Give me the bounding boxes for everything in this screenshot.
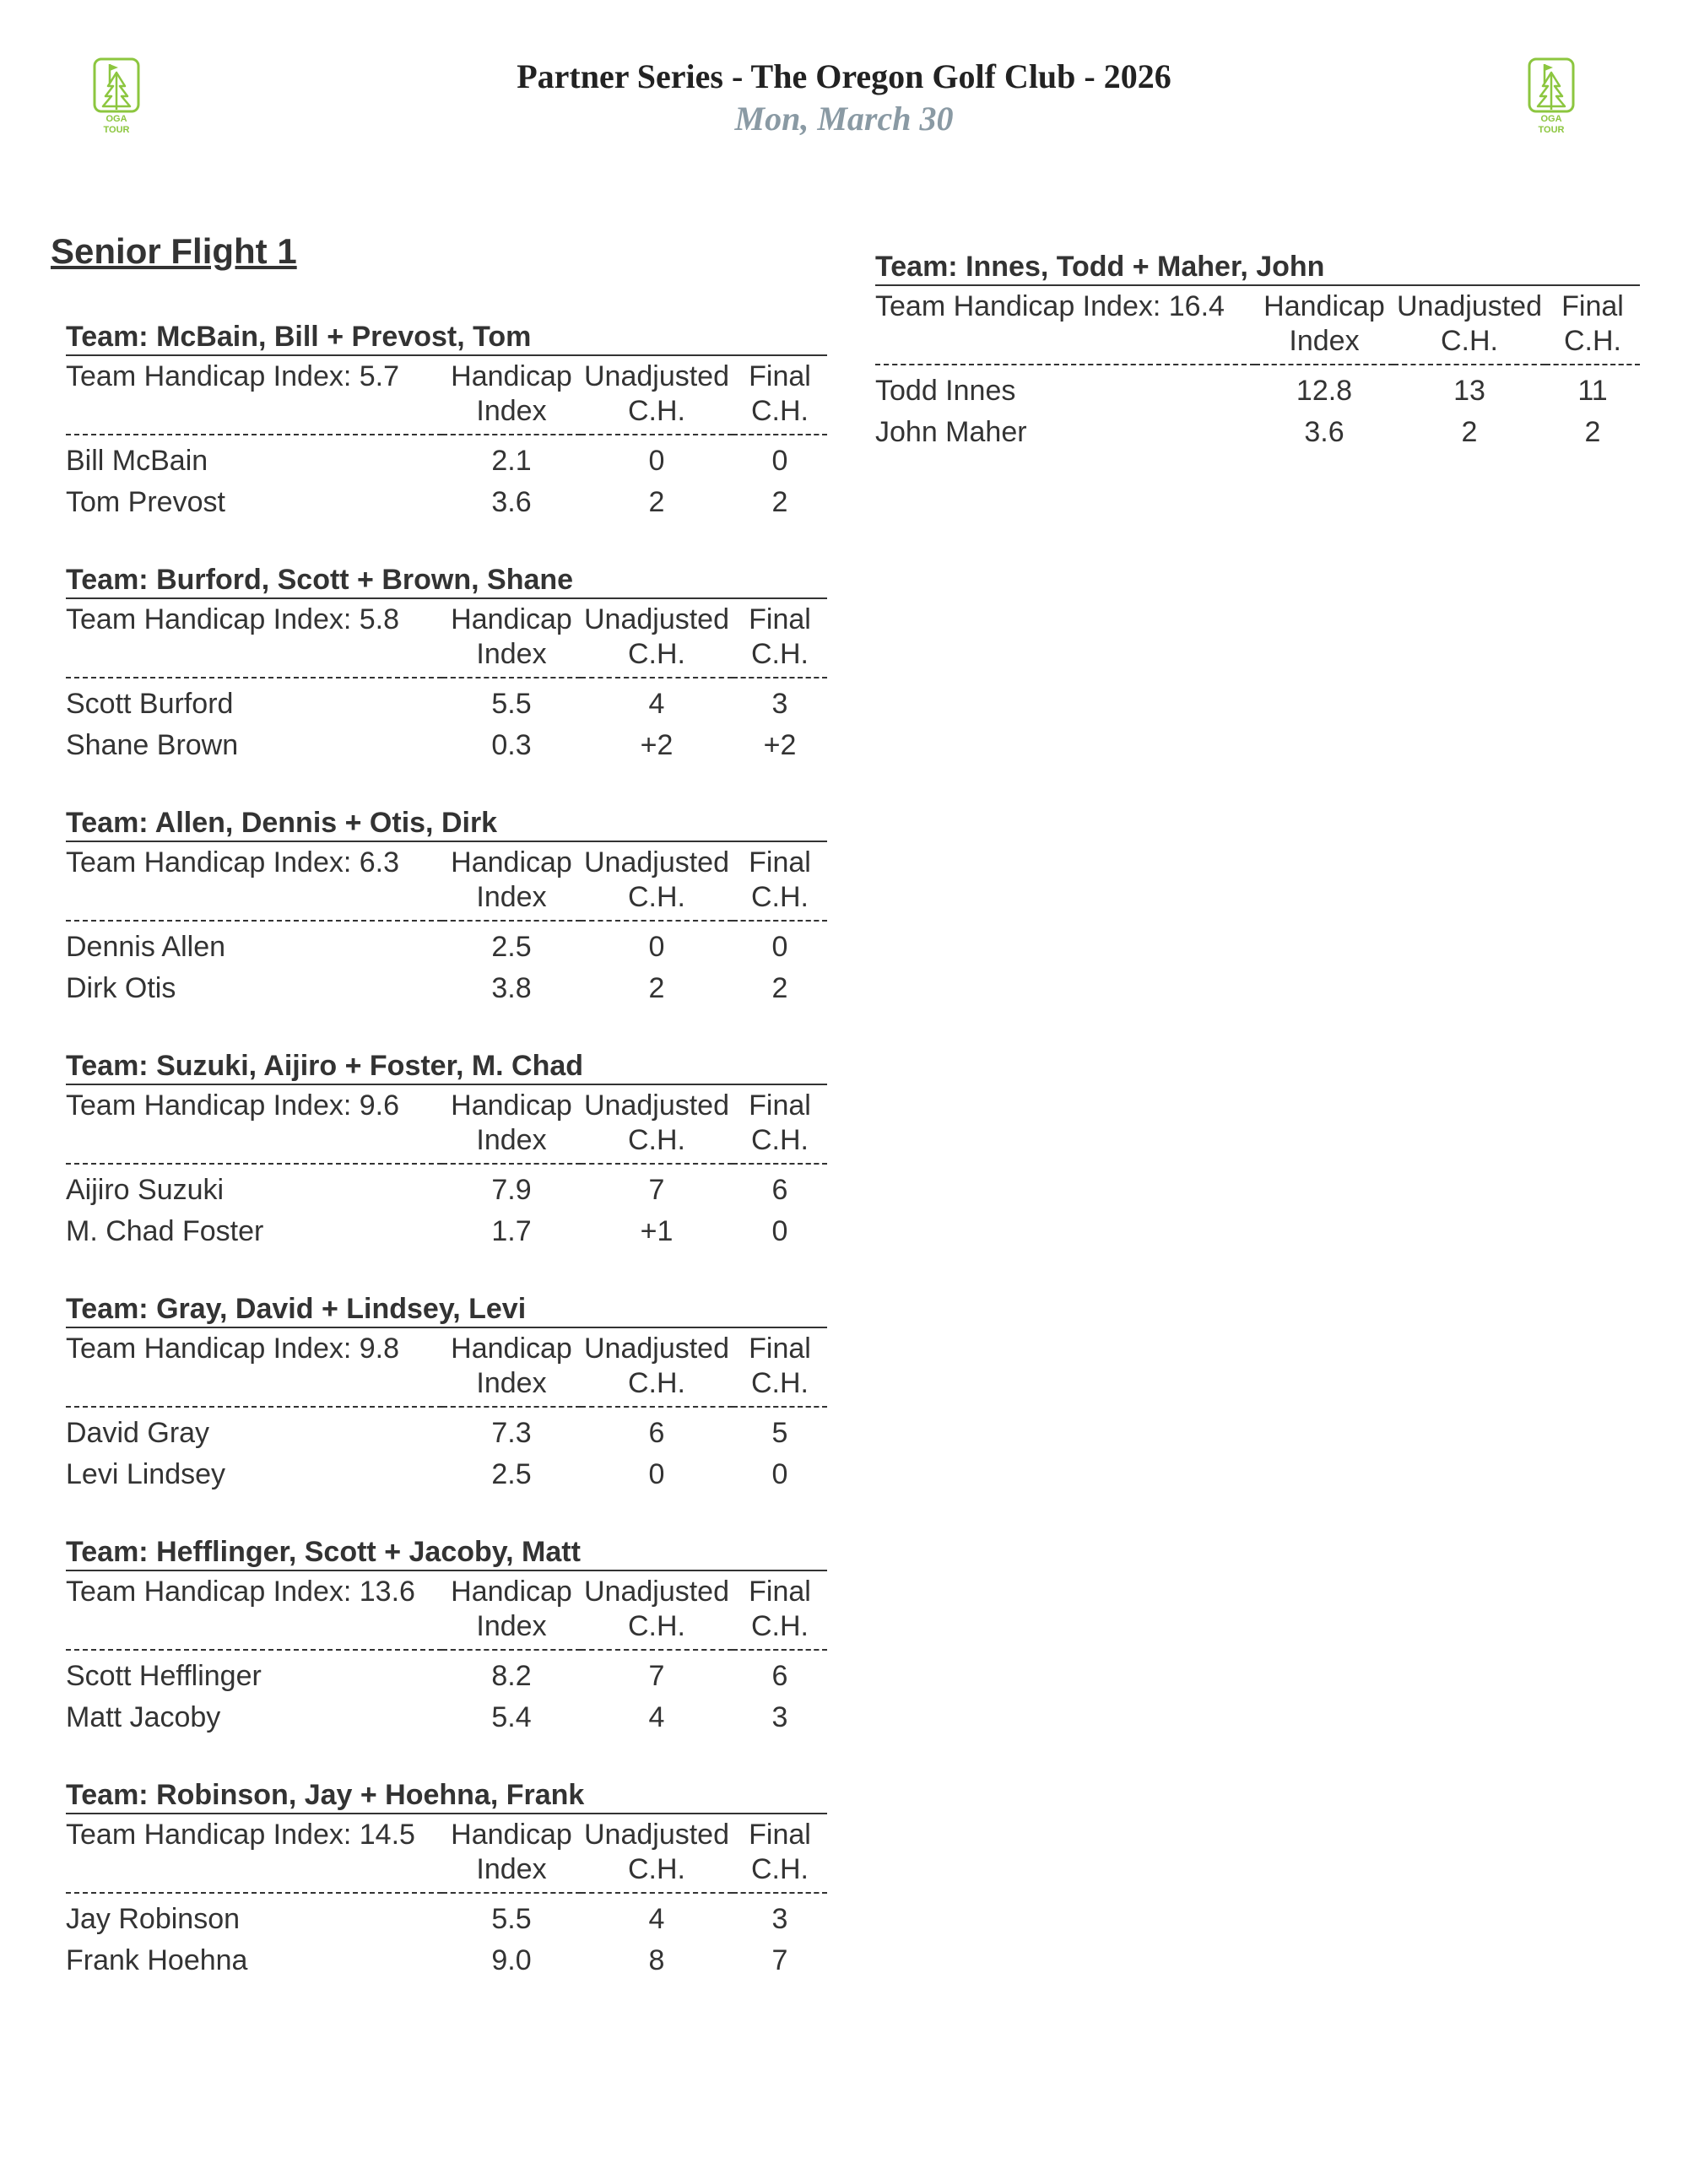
player-handicap-index: 12.8 <box>1296 375 1353 407</box>
player-final-ch: 7 <box>771 1944 788 1976</box>
player-final-ch: 11 <box>1577 375 1608 407</box>
team-table <box>66 597 827 766</box>
team-handicap-index: Team Handicap Index: 9.8 <box>66 1327 442 1407</box>
page-date: Mon, March 30 <box>734 100 954 138</box>
team-block <box>66 805 827 1009</box>
col-header-handicap-index: Handicap Index <box>442 1570 581 1650</box>
player-name: Tom Prevost <box>66 486 225 518</box>
player-row <box>66 968 827 1009</box>
player-final-ch: 3 <box>771 688 788 720</box>
col-header-final-ch: Final C.H. <box>733 1814 827 1893</box>
player-row <box>66 1454 827 1495</box>
player-unadjusted-ch: 0 <box>648 931 665 963</box>
col-header-handicap-index: Handicap Index <box>442 598 581 678</box>
team-table-header <box>66 1327 827 1407</box>
player-row <box>66 1697 827 1738</box>
player-name: Scott Hefflinger <box>66 1660 262 1692</box>
player-final-ch: 0 <box>771 1458 788 1490</box>
player-unadjusted-ch: 13 <box>1453 375 1485 407</box>
col-header-unadjusted-ch: Unadjusted C.H. <box>581 355 733 435</box>
page-header <box>0 56 1688 140</box>
col-header-handicap-index: Handicap Index <box>442 1814 581 1893</box>
player-final-ch: 0 <box>771 931 788 963</box>
left-column <box>66 319 827 2020</box>
player-final-ch: 2 <box>771 972 788 1004</box>
page-title: Partner Series - The Oregon Golf Club - 2026 <box>517 57 1171 95</box>
player-unadjusted-ch: 6 <box>648 1417 665 1449</box>
right-column <box>875 249 1640 492</box>
col-header-unadjusted-ch: Unadjusted C.H. <box>581 1327 733 1407</box>
team-table <box>66 354 827 523</box>
team-table <box>66 1327 827 1495</box>
player-row <box>66 678 827 725</box>
svg-text:OGA: OGA <box>106 114 127 124</box>
player-handicap-index: 2.5 <box>491 1458 532 1490</box>
col-header-final-ch: Final C.H. <box>1545 285 1640 365</box>
player-row <box>875 365 1640 412</box>
team-handicap-index: Team Handicap Index: 5.8 <box>66 598 442 678</box>
team-block <box>66 1534 827 1738</box>
player-unadjusted-ch: 4 <box>648 688 665 720</box>
player-name: Matt Jacoby <box>66 1701 221 1733</box>
team-handicap-index: Team Handicap Index: 5.7 <box>66 355 442 435</box>
player-name: Shane Brown <box>66 729 239 761</box>
player-unadjusted-ch: 7 <box>648 1174 665 1206</box>
player-unadjusted-ch: 0 <box>648 1458 665 1490</box>
team-block <box>875 249 1640 453</box>
player-name: Scott Burford <box>66 688 234 720</box>
col-header-unadjusted-ch: Unadjusted C.H. <box>581 598 733 678</box>
player-name: Levi Lindsey <box>66 1458 226 1490</box>
team-table-header <box>66 598 827 678</box>
team-name: Team: Robinson, Jay + Hoehna, Frank <box>66 1779 585 1811</box>
col-header-final-ch: Final C.H. <box>733 1084 827 1164</box>
player-handicap-index: 9.0 <box>491 1944 532 1976</box>
team-block <box>66 1048 827 1252</box>
player-handicap-index: 7.3 <box>491 1417 532 1449</box>
player-unadjusted-ch: 2 <box>1461 416 1478 448</box>
svg-text:OGA: OGA <box>1540 114 1562 124</box>
svg-text:TOUR: TOUR <box>103 125 130 135</box>
player-row <box>66 1407 827 1454</box>
svg-text:TOUR: TOUR <box>1538 125 1565 135</box>
player-final-ch: 5 <box>771 1417 788 1449</box>
player-row <box>66 435 827 482</box>
col-header-handicap-index: Handicap Index <box>442 355 581 435</box>
col-header-handicap-index: Handicap Index <box>442 1327 581 1407</box>
col-header-final-ch: Final C.H. <box>733 1570 827 1650</box>
player-name: Aijiro Suzuki <box>66 1174 225 1206</box>
team-handicap-index: Team Handicap Index: 16.4 <box>875 285 1255 365</box>
team-name: Team: Burford, Scott + Brown, Shane <box>66 564 574 596</box>
player-row <box>66 921 827 968</box>
player-final-ch: 6 <box>771 1660 788 1692</box>
player-row <box>66 482 827 523</box>
player-unadjusted-ch: 7 <box>648 1660 665 1692</box>
col-header-final-ch: Final C.H. <box>733 598 827 678</box>
player-row <box>66 1893 827 1940</box>
team-table-header <box>66 1570 827 1650</box>
player-handicap-index: 8.2 <box>491 1660 532 1692</box>
col-header-unadjusted-ch: Unadjusted C.H. <box>1393 285 1545 365</box>
player-unadjusted-ch: 2 <box>648 486 665 518</box>
player-unadjusted-ch: +1 <box>640 1215 674 1247</box>
player-final-ch: +2 <box>763 729 797 761</box>
player-handicap-index: 2.1 <box>491 445 532 477</box>
player-row <box>66 1650 827 1697</box>
player-name: Dirk Otis <box>66 972 176 1004</box>
team-name: Team: Allen, Dennis + Otis, Dirk <box>66 807 498 839</box>
player-final-ch: 3 <box>771 1903 788 1935</box>
player-handicap-index: 1.7 <box>491 1215 532 1247</box>
col-header-final-ch: Final C.H. <box>733 1327 827 1407</box>
player-name: John Maher <box>875 416 1027 448</box>
player-row <box>875 412 1640 453</box>
team-table <box>66 1084 827 1252</box>
player-handicap-index: 0.3 <box>491 729 532 761</box>
col-header-final-ch: Final C.H. <box>733 841 827 921</box>
col-header-handicap-index: Handicap Index <box>442 1084 581 1164</box>
player-handicap-index: 7.9 <box>491 1174 532 1206</box>
player-handicap-index: 3.6 <box>491 486 532 518</box>
player-unadjusted-ch: 0 <box>648 445 665 477</box>
col-header-unadjusted-ch: Unadjusted C.H. <box>581 841 733 921</box>
player-row <box>66 1164 827 1211</box>
team-handicap-index: Team Handicap Index: 13.6 <box>66 1570 442 1650</box>
team-name: Team: Suzuki, Aijiro + Foster, M. Chad <box>66 1050 584 1082</box>
player-final-ch: 2 <box>771 486 788 518</box>
player-handicap-index: 5.5 <box>491 688 532 720</box>
player-handicap-index: 3.8 <box>491 972 532 1004</box>
player-handicap-index: 5.4 <box>491 1701 532 1733</box>
team-name: Team: McBain, Bill + Prevost, Tom <box>66 321 532 353</box>
player-handicap-index: 5.5 <box>491 1903 532 1935</box>
team-block <box>66 562 827 766</box>
team-table <box>66 1813 827 1981</box>
player-unadjusted-ch: 4 <box>648 1701 665 1733</box>
col-header-handicap-index: Handicap Index <box>1255 285 1393 365</box>
team-handicap-index: Team Handicap Index: 9.6 <box>66 1084 442 1164</box>
player-handicap-index: 2.5 <box>491 931 532 963</box>
team-block <box>66 319 827 523</box>
team-handicap-index: Team Handicap Index: 14.5 <box>66 1814 442 1893</box>
team-table-header <box>66 841 827 921</box>
player-unadjusted-ch: 2 <box>648 972 665 1004</box>
team-block <box>66 1777 827 1981</box>
team-handicap-index: Team Handicap Index: 6.3 <box>66 841 442 921</box>
team-table <box>66 841 827 1009</box>
team-table-header <box>66 1084 827 1164</box>
player-name: M. Chad Foster <box>66 1215 264 1247</box>
player-name: Dennis Allen <box>66 931 226 963</box>
player-row <box>66 1940 827 1981</box>
team-name: Team: Innes, Todd + Maher, John <box>875 251 1325 283</box>
team-table <box>875 284 1640 453</box>
team-name: Team: Gray, David + Lindsey, Levi <box>66 1293 527 1325</box>
player-name: David Gray <box>66 1417 210 1449</box>
player-final-ch: 6 <box>771 1174 788 1206</box>
team-table-header <box>875 285 1640 365</box>
player-unadjusted-ch: 4 <box>648 1903 665 1935</box>
player-name: Todd Innes <box>875 375 1016 407</box>
col-header-unadjusted-ch: Unadjusted C.H. <box>581 1570 733 1650</box>
player-unadjusted-ch: +2 <box>640 729 674 761</box>
team-table-header <box>66 355 827 435</box>
player-name: Bill McBain <box>66 445 208 477</box>
player-final-ch: 0 <box>771 445 788 477</box>
team-name: Team: Hefflinger, Scott + Jacoby, Matt <box>66 1536 581 1568</box>
col-header-unadjusted-ch: Unadjusted C.H. <box>581 1814 733 1893</box>
player-name: Jay Robinson <box>66 1903 241 1935</box>
player-final-ch: 3 <box>771 1701 788 1733</box>
player-row <box>66 725 827 766</box>
player-unadjusted-ch: 8 <box>648 1944 665 1976</box>
player-name: Frank Hoehna <box>66 1944 248 1976</box>
team-table-header <box>66 1814 827 1893</box>
flight-title: Senior Flight 1 <box>51 231 297 271</box>
player-final-ch: 0 <box>771 1215 788 1247</box>
player-row <box>66 1211 827 1252</box>
col-header-unadjusted-ch: Unadjusted C.H. <box>581 1084 733 1164</box>
team-table <box>66 1570 827 1738</box>
player-final-ch: 2 <box>1584 416 1601 448</box>
player-handicap-index: 3.6 <box>1304 416 1344 448</box>
col-header-handicap-index: Handicap Index <box>442 841 581 921</box>
col-header-final-ch: Final C.H. <box>733 355 827 435</box>
team-block <box>66 1291 827 1495</box>
